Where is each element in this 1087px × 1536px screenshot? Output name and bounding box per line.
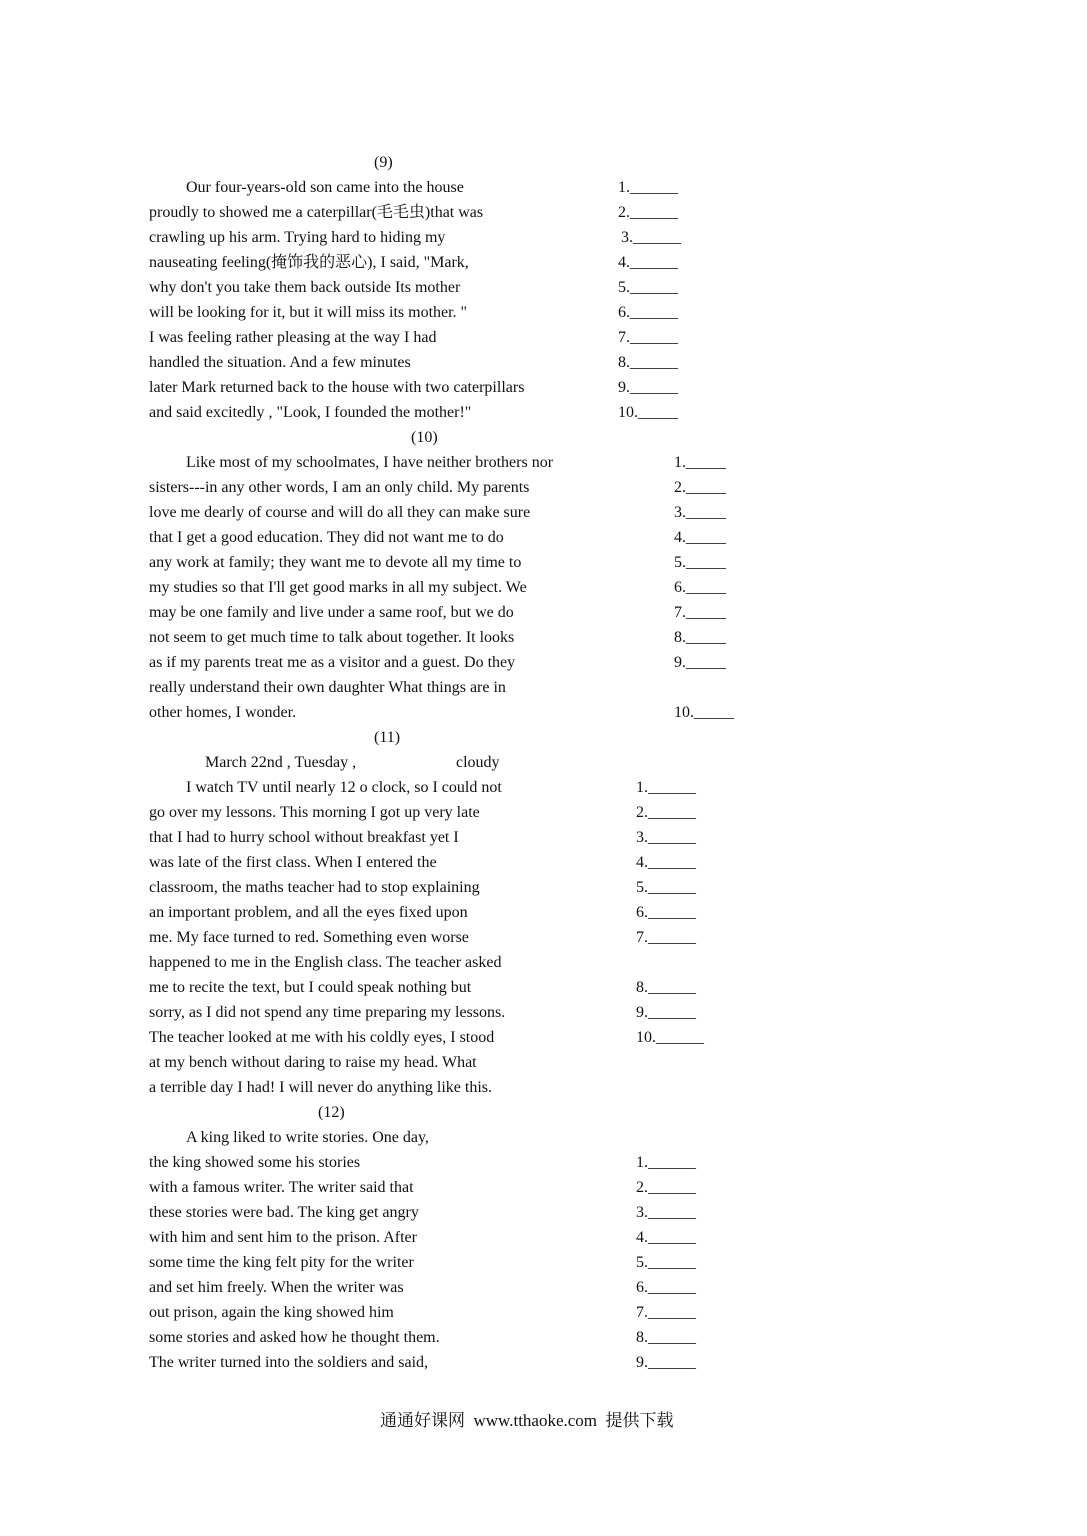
passage-line: my studies so that I'll get good marks in all my subject. We [149,579,527,596]
answer-blank[interactable]: 1.______ [636,1154,696,1171]
answer-blank[interactable]: 8.______ [636,979,696,996]
answer-blank[interactable]: 8.______ [618,354,678,371]
answer-blank[interactable]: 2.______ [636,1179,696,1196]
answer-blank[interactable]: 10.______ [636,1029,704,1046]
passage-line: and said excitedly , "Look, I founded the mother!" [149,404,472,421]
passage-line: some stories and asked how he thought them. [149,1329,440,1346]
answer-blank[interactable]: 4.______ [636,854,696,871]
answer-blank[interactable]: 6.______ [636,1279,696,1296]
diary-weather: cloudy [456,754,500,771]
passage-line: any work at family; they want me to devote all my time to [149,554,522,571]
answer-blank[interactable]: 3.______ [636,1204,696,1221]
answer-blank[interactable]: 8._____ [674,629,726,646]
answer-blank[interactable]: 2.______ [618,204,678,221]
answer-blank[interactable]: 5.______ [636,1254,696,1271]
passage-line: and set him freely. When the writer was [149,1279,404,1296]
passage-line: not seem to get much time to talk about together. It looks [149,629,515,646]
passage-line: Like most of my schoolmates, I have neither brothers nor [186,454,554,471]
passage-line: I watch TV until nearly 12 o clock, so I could not [186,779,502,796]
passage-line: at my bench without daring to raise my head. What [149,1054,477,1071]
passage-line: proudly to showed me a caterpillar(毛毛虫)that was [149,204,484,221]
page-footer: 通通好课网 www.tthaoke.com 提供下载 [380,1411,674,1430]
answer-blank[interactable]: 4._____ [674,529,726,546]
answer-blank[interactable]: 1.______ [618,179,678,196]
passage-line: later Mark returned back to the house with two caterpillars [149,379,525,396]
passage-line: why don't you take them back outside Its mother [149,279,461,296]
answer-blank[interactable]: 4.______ [636,1229,696,1246]
passage-line: may be one family and live under a same roof, but we do [149,604,514,621]
answer-blank[interactable]: 4.______ [618,254,678,271]
answer-blank[interactable]: 7.______ [636,1304,696,1321]
answer-blank[interactable]: 9.______ [636,1004,696,1021]
answer-blank[interactable]: 7.______ [618,329,678,346]
answer-blank[interactable]: 10._____ [674,704,734,721]
passage-line: an important problem, and all the eyes fixed upon [149,904,468,921]
answer-blank[interactable]: 9.______ [636,1354,696,1371]
section-heading: (11) [374,729,401,746]
answer-blank[interactable]: 7._____ [674,604,726,621]
passage-line: crawling up his arm. Trying hard to hiding my [149,229,446,246]
passage-line: The writer turned into the soldiers and said, [149,1354,429,1371]
passage-line: classroom, the maths teacher had to stop explaining [149,879,480,896]
section-heading: (10) [411,429,438,446]
passage-line: a terrible day I had! I will never do anything like this. [149,1079,493,1096]
passage-line: Our four-years-old son came into the house [186,179,464,196]
answer-blank[interactable]: 2.______ [636,804,696,821]
answer-blank[interactable]: 5._____ [674,554,726,571]
answer-blank[interactable]: 6._____ [674,579,726,596]
answer-blank[interactable]: 8.______ [636,1329,696,1346]
passage-line: other homes, I wonder. [149,704,297,721]
answer-blank[interactable]: 10._____ [618,404,678,421]
passage-line: that I get a good education. They did not want me to do [149,529,504,546]
passage-line: A king liked to write stories. One day, [186,1129,429,1146]
passage-line: with him and sent him to the prison. After [149,1229,417,1246]
answer-blank[interactable]: 9.______ [618,379,678,396]
answer-blank[interactable]: 1.______ [636,779,696,796]
passage-line: The teacher looked at me with his coldly eyes, I stood [149,1029,495,1046]
answer-blank[interactable]: 6.______ [618,304,678,321]
passage-line: sorry, as I did not spend any time preparing my lessons. [149,1004,506,1021]
passage-line: with a famous writer. The writer said that [149,1179,414,1196]
answer-blank[interactable]: 5.______ [636,879,696,896]
passage-line: the king showed some his stories [149,1154,361,1171]
diary-date: March 22nd , Tuesday , [205,754,357,771]
passage-line: was late of the first class. When I entered the [149,854,437,871]
passage-line: as if my parents treat me as a visitor and a guest. Do they [149,654,516,671]
passage-line: me. My face turned to red. Something even worse [149,929,469,946]
passage-line: love me dearly of course and will do all they can make sure [149,504,531,521]
section-heading: (12) [318,1104,345,1121]
passage-line: happened to me in the English class. The teacher asked [149,954,502,971]
passage-line: nauseating feeling(掩饰我的恶心), I said, "Mark, [149,254,469,271]
passage-line: will be looking for it, but it will miss its mother. " [149,304,468,321]
answer-blank[interactable]: 6.______ [636,904,696,921]
passage-line: really understand their own daughter What things are in [149,679,506,696]
passage-line: go over my lessons. This morning I got up very late [149,804,480,821]
answer-blank[interactable]: 3.______ [636,829,696,846]
answer-blank[interactable]: 3.______ [621,229,681,246]
answer-blank[interactable]: 5.______ [618,279,678,296]
answer-blank[interactable]: 9._____ [674,654,726,671]
passage-line: that I had to hurry school without breakfast yet I [149,829,459,846]
passage-line: these stories were bad. The king get angry [149,1204,419,1221]
passage-line: me to recite the text, but I could speak nothing but [149,979,472,996]
passage-line: out prison, again the king showed him [149,1304,394,1321]
answer-blank[interactable]: 7.______ [636,929,696,946]
answer-blank[interactable]: 3._____ [674,504,726,521]
answer-blank[interactable]: 1._____ [674,454,726,471]
passage-line: I was feeling rather pleasing at the way I had [149,329,437,346]
passage-line: sisters---in any other words, I am an only child. My parents [149,479,530,496]
answer-blank[interactable]: 2._____ [674,479,726,496]
passage-line: some time the king felt pity for the writer [149,1254,414,1271]
passage-line: handled the situation. And a few minutes [149,354,411,371]
section-heading: (9) [374,154,393,171]
